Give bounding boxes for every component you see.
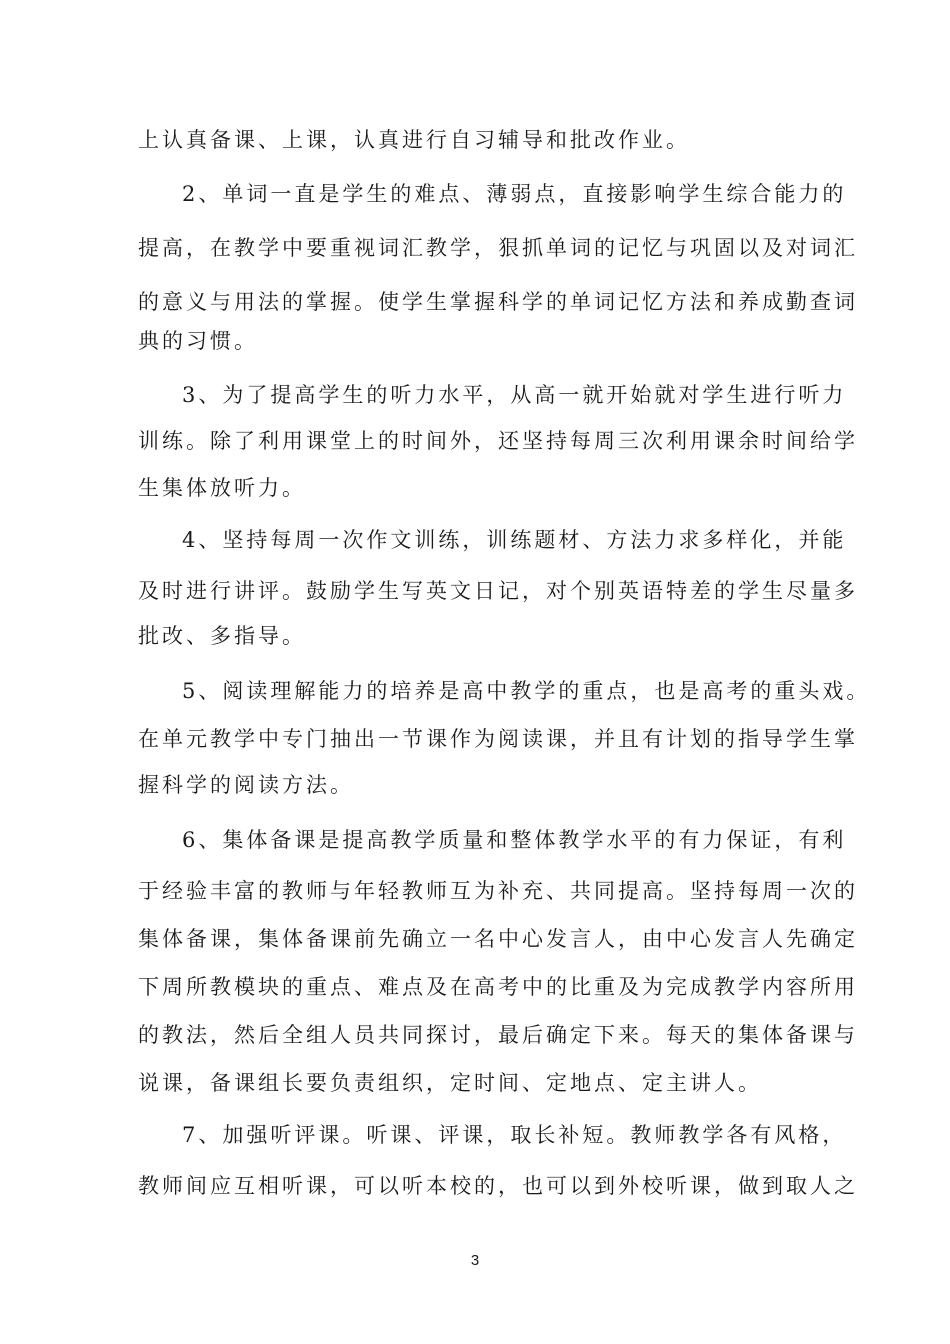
text-line: 及时进行讲评。鼓励学生写英文日记，对个别英语特差的学生尽量多 xyxy=(138,579,858,603)
text-line: 典的习惯。 xyxy=(138,329,258,353)
text-line: 在单元教学中专门抽出一节课作为阅读课，并且有计划的指导学生掌 xyxy=(138,727,858,751)
text-line: 下周所教模块的重点、难点及在高考中的比重及为完成教学内容所用 xyxy=(138,975,858,999)
text-line: 2、单词一直是学生的难点、薄弱点，直接影响学生综合能力的 xyxy=(182,182,847,206)
text-line: 5、阅读理解能力的培养是高中教学的重点，也是高考的重头戏。 xyxy=(182,679,871,703)
text-line: 批改、多指导。 xyxy=(138,624,306,648)
text-line: 提高，在教学中要重视词汇教学，狠抓单词的记忆与巩固以及对词汇 xyxy=(138,236,858,260)
text-line: 握科学的阅读方法。 xyxy=(138,773,354,797)
text-line: 6、集体备课是提高教学质量和整体教学水平的有力保证，有利 xyxy=(182,828,847,852)
text-line: 4、坚持每周一次作文训练，训练题材、方法力求多样化，并能 xyxy=(182,528,847,552)
text-line: 3、为了提高学生的听力水平，从高一就开始就对学生进行听力 xyxy=(182,383,847,407)
text-line: 说课，备课组长要负责组织，定时间、定地点、定主讲人。 xyxy=(138,1071,762,1095)
text-line: 的教法，然后全组人员共同探讨，最后确定下来。每天的集体备课与 xyxy=(138,1023,858,1047)
text-line: 教师间应互相听课，可以听本校的，也可以到外校听课，做到取人之 xyxy=(138,1174,858,1198)
text-line: 上认真备课、上课，认真进行自习辅导和批改作业。 xyxy=(138,128,690,152)
text-line: 于经验丰富的教师与年轻教师互为补充、共同提高。坚持每周一次的 xyxy=(138,879,858,903)
text-line: 训练。除了利用课堂上的时间外，还坚持每周三次利用课余时间给学 xyxy=(138,429,858,453)
text-line: 7、加强听评课。听课、评课，取长补短。教师教学各有风格， xyxy=(182,1123,847,1147)
text-line: 的意义与用法的掌握。使学生掌握科学的单词记忆方法和养成勤查词 xyxy=(138,290,858,314)
text-line: 集体备课，集体备课前先确立一名中心发言人，由中心发言人先确定 xyxy=(138,927,858,951)
text-line: 生集体放听力。 xyxy=(138,476,306,500)
page-number: 3 xyxy=(470,1252,480,1269)
